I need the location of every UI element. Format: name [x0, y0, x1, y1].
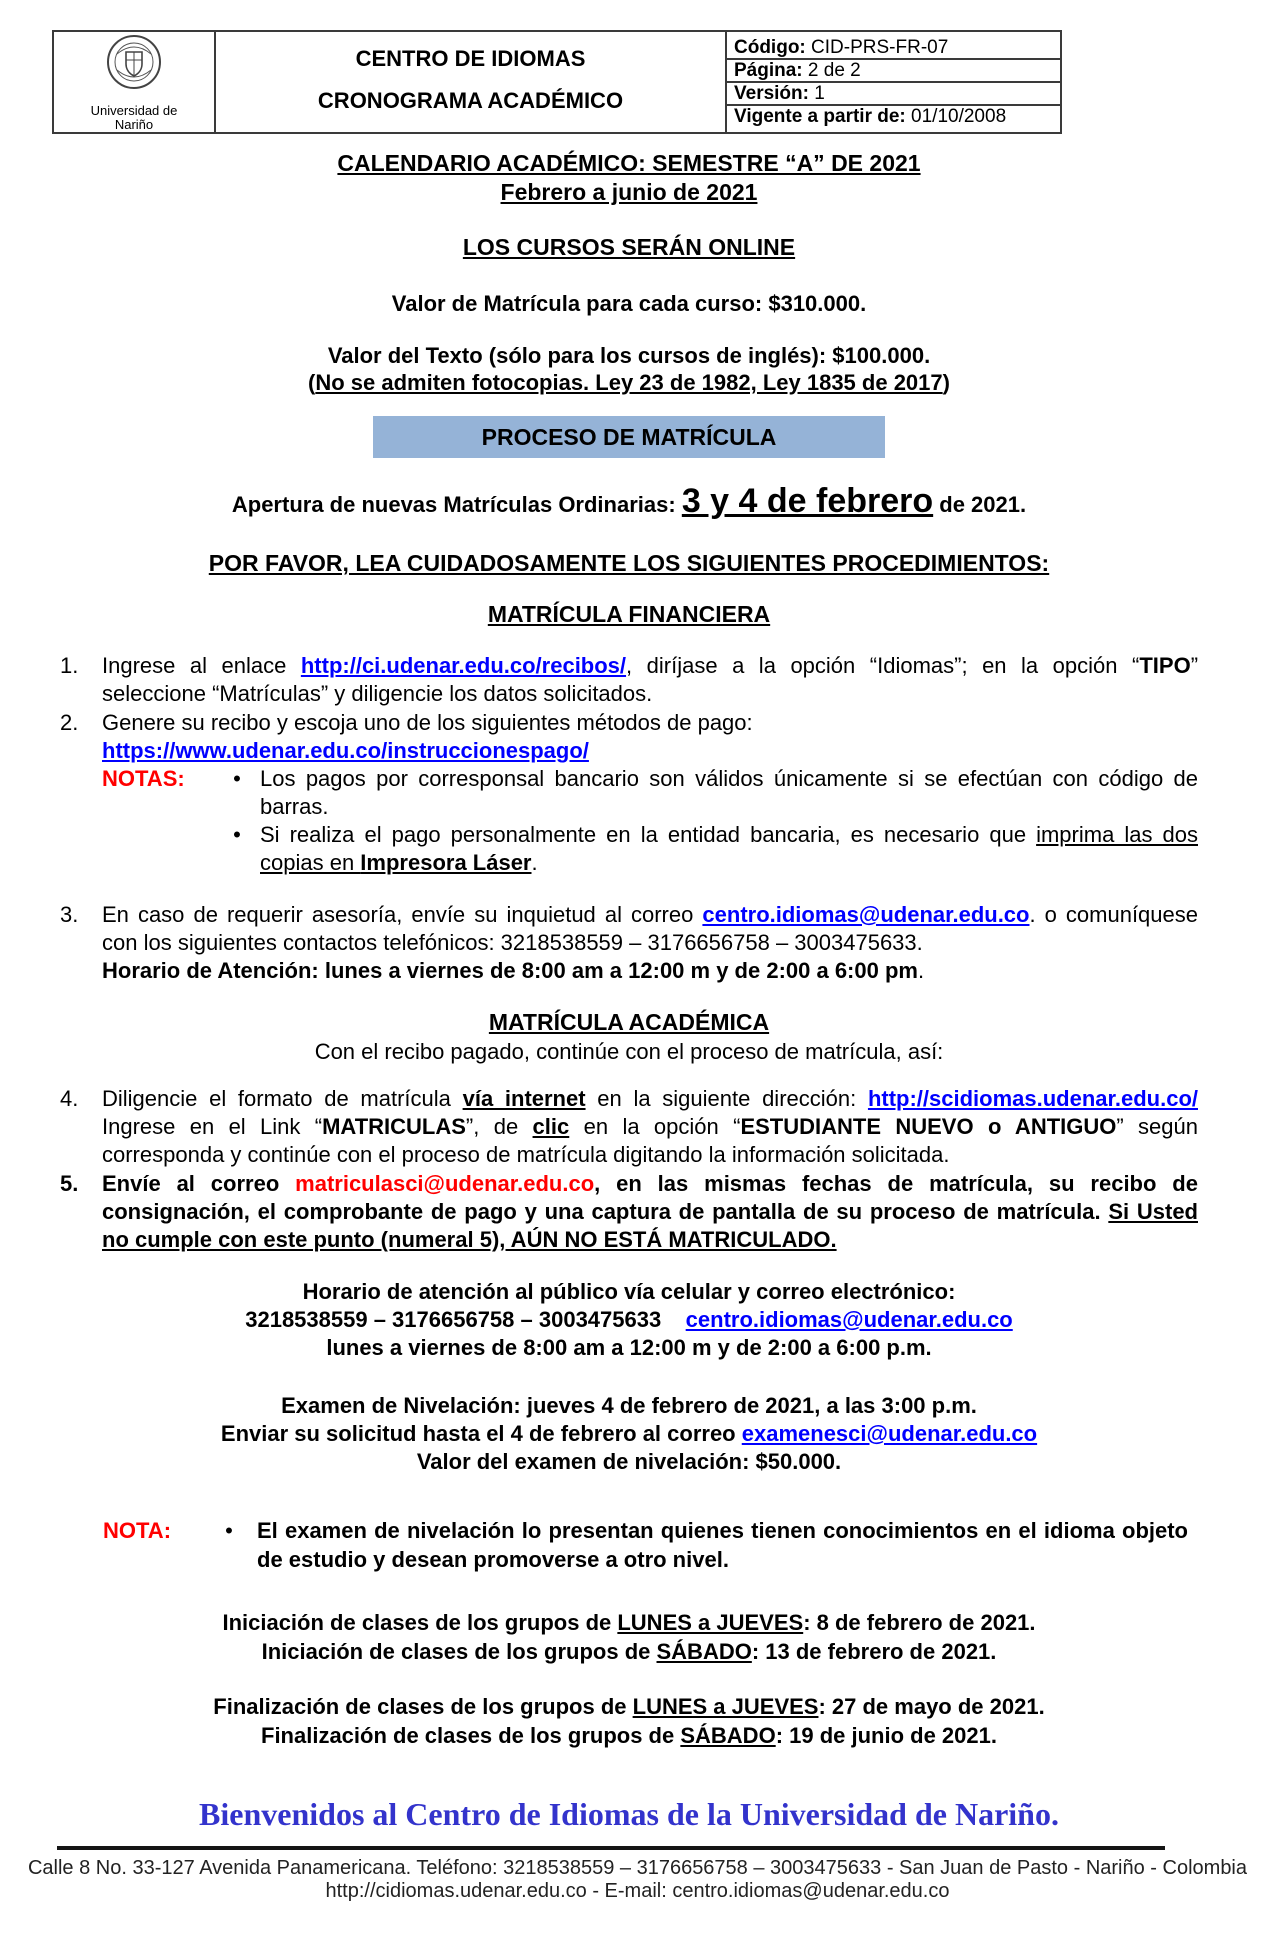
end-saturday-line: [60, 1721, 1198, 1750]
exam-fee-line: [60, 1448, 1198, 1476]
calendar-title: CALENDARIO ACADÉMICO: SEMESTRE “A” DE 2021: [337, 150, 921, 176]
text-segment: SÁBADO: [656, 1639, 752, 1664]
payment-link-line: [102, 737, 1198, 765]
logo-cell: [53, 31, 215, 133]
page-footer: [0, 1846, 1275, 1903]
attention-phones-line: [60, 1306, 1198, 1334]
text-segment: ESTUDIANTE NUEVO o ANTIGUO: [740, 1114, 1117, 1139]
text-segment: Impresora Láser: [360, 850, 532, 875]
notas-bullet-1: [102, 765, 1198, 821]
text-segment: Examen de Nivelación: jueves 4 de febrero de 2021, a las 3:00 p.m.: [281, 1393, 977, 1418]
text-segment: ): [942, 370, 950, 395]
text-segment: .: [531, 850, 538, 875]
start-weekday-line: [60, 1608, 1198, 1637]
list-item-1: [60, 652, 1198, 708]
online-notice: LOS CURSOS SERÁN ONLINE: [462, 234, 796, 260]
nota-label: NOTA:: [103, 1518, 172, 1543]
text-segment: vía internet: [462, 1086, 586, 1111]
footer-divider: [57, 1846, 1165, 1850]
notas-label-spacer: [102, 821, 214, 877]
logo-caption: Universidad de Nariño: [90, 103, 178, 132]
nota-bullet-text: [260, 821, 1198, 877]
textbook-law-note: [60, 370, 1198, 396]
text-segment: LUNES a JUEVES: [617, 1610, 804, 1635]
payment-methods-line: [102, 709, 1198, 737]
text-segment: Enviar su solicitud hasta el 4 de febrero al correo: [220, 1421, 742, 1446]
exam-request-line: [60, 1420, 1198, 1448]
office-hours-line: [102, 957, 1198, 985]
doc-meta-cell: [726, 31, 1061, 133]
item-number: 1.: [60, 653, 79, 678]
list-item-3: [60, 901, 1198, 985]
text-segment: , en las mismas fechas de matrícula, su recibo de consignación, el comprobante de pago y una captura de pantalla de su proceso de matrícula.: [102, 1171, 1198, 1224]
list-item-5: [60, 1170, 1198, 1254]
item-number: 4.: [60, 1086, 79, 1111]
item-number: 3.: [60, 902, 79, 927]
text-segment: clic: [532, 1114, 570, 1139]
item-number: 2.: [60, 710, 79, 735]
final-note-text: [257, 1516, 1198, 1574]
text-segment: imprima las dos copias en: [260, 822, 1198, 875]
text-segment: Finalización de clases de los grupos de: [213, 1694, 633, 1719]
class-dates-block: [60, 1608, 1198, 1750]
text-segment: Si realiza el pago personalmente en la entidad bancaria, es necesario que: [260, 822, 1037, 847]
text-segment: en la opción “: [569, 1114, 741, 1139]
financial-steps-list: [60, 652, 1198, 985]
text-segment: Ingrese al enlace: [102, 653, 301, 678]
header-title-cell: [215, 31, 726, 133]
calendar-subtitle: Febrero a junio de 2021: [500, 179, 758, 205]
attention-schedule-line: [60, 1334, 1198, 1362]
text-segment: Si Usted no cumple con este punto (numeral 5), AÚN NO ESTÁ MATRICULADO.: [102, 1199, 1198, 1252]
end-weekday-line: [60, 1692, 1198, 1721]
text-segment: ” según corresponda y continúe con el proceso de matrícula digitando la información solicitada.: [102, 1114, 1199, 1167]
text-segment: Iniciación de clases de los grupos de: [261, 1639, 657, 1664]
text-segment: , diríjase a la opción “Idiomas”; en la opción “: [626, 653, 1140, 678]
centro-idiomas-email-link-2[interactable]: centro.idiomas@udenar.edu.co: [685, 1307, 1013, 1332]
item-number: 5.: [60, 1171, 79, 1196]
text-segment: (: [308, 370, 316, 395]
item-text: [102, 709, 1198, 877]
text-segment: en la siguiente dirección:: [585, 1086, 868, 1111]
text-segment: Horario de Atención: lunes a viernes de 8:00 am a 12:00 m y de 2:00 a 6:00 pm: [102, 958, 918, 983]
bullet-icon: •: [225, 1518, 233, 1543]
text-segment: Los pagos por corresponsal bancario son válidos únicamente si se efectúan con código de barras.: [260, 766, 1198, 819]
footer-contact-line: http://cidiomas.udenar.edu.co - E-mail: centro.idiomas@udenar.edu.co: [325, 1880, 950, 1902]
text-segment: . o comuníquese con los siguientes contactos telefónicos: 3218538559 – 3176656758 – 3003475633.: [102, 902, 1198, 955]
advice-line: [102, 901, 1198, 957]
final-note-row: [103, 1516, 1198, 1574]
text-segment: El examen de nivelación lo presentan quienes tienen conocimientos en el idioma objeto de estudio y desean promoverse a otro nivel.: [257, 1518, 1188, 1572]
textbook-value: Valor del Texto (sólo para los cursos de inglés): $100.000.: [327, 343, 931, 368]
section-academic-subtitle: Con el recibo pagado, continúe con el proceso de matrícula, así:: [314, 1039, 944, 1064]
start-saturday-line: [60, 1637, 1198, 1666]
text-segment: Horario de atención al público vía celular y correo electrónico:: [302, 1279, 956, 1304]
read-carefully-heading: POR FAVOR, LEA CUIDADOSAMENTE LOS SIGUIENTES PROCEDIMIENTOS:: [208, 550, 1050, 576]
doc-type-title: CRONOGRAMA ACADÉMICO: [317, 88, 624, 113]
org-title: CENTRO DE IDIOMAS: [355, 46, 586, 71]
text-segment: SÁBADO: [680, 1723, 776, 1748]
item-text: [102, 652, 1198, 708]
text-segment: .: [917, 958, 925, 983]
meta-codigo: Código: CID-PRS-FR-07: [727, 37, 1060, 60]
text-segment: Finalización de clases de los grupos de: [261, 1723, 681, 1748]
section-financial-title: MATRÍCULA FINANCIERA: [487, 601, 771, 627]
text-segment: Valor del examen de nivelación: $50.000.: [416, 1449, 842, 1474]
text-segment: : 27 de mayo de 2021.: [818, 1694, 1045, 1719]
text-segment: Genere su recibo y escoja uno de los siguientes métodos de pago:: [102, 710, 753, 735]
process-banner: PROCESO DE MATRÍCULA: [373, 416, 885, 458]
bullet-icon: •: [233, 822, 241, 847]
text-segment: Diligencie el formato de matrícula: [102, 1086, 463, 1111]
text-segment: : 8 de febrero de 2021.: [803, 1610, 1036, 1635]
text-segment: lunes a viernes de 8:00 am a 12:00 m y de 2:00 a 6:00 p.m.: [326, 1335, 932, 1360]
text-segment: MATRICULAS: [322, 1114, 466, 1139]
text-segment: En caso de requerir asesoría, envíe su inquietud al correo: [102, 902, 703, 927]
item-text: [102, 1085, 1198, 1169]
header-table: [52, 30, 1062, 134]
item-text: [102, 901, 1198, 985]
scidiomas-link[interactable]: http://scidiomas.udenar.edu.co/: [867, 1086, 1198, 1111]
text-segment: de 2021.: [933, 492, 1027, 517]
attention-hours-title: [60, 1278, 1198, 1306]
text-segment: TIPO: [1139, 653, 1191, 678]
welcome-message: Bienvenidos al Centro de Idiomas de la Universidad de Nariño.: [199, 1796, 1059, 1832]
meta-version: Versión: 1: [727, 83, 1060, 106]
list-item-4: [60, 1085, 1198, 1169]
text-segment: Apertura de nuevas Matrículas Ordinarias:: [231, 492, 682, 517]
item-text: [102, 1170, 1198, 1254]
text-segment: 3218538559 – 3176656758 – 3003475633: [245, 1307, 686, 1332]
enrollment-opening-line: [60, 484, 1198, 526]
instrucciones-pago-link[interactable]: https://www.udenar.edu.co/instruccionespago/: [102, 738, 589, 763]
text-segment: : 19 de junio de 2021.: [775, 1723, 997, 1748]
recibos-link[interactable]: http://ci.udenar.edu.co/recibos/: [300, 653, 627, 678]
text-segment: Ingrese en el Link “: [102, 1114, 323, 1139]
examenes-email-link[interactable]: examenesci@udenar.edu.co: [741, 1421, 1038, 1446]
text-segment: Envíe al correo: [102, 1171, 296, 1196]
university-seal-icon: [103, 76, 165, 101]
meta-pagina: Página: 2 de 2: [727, 60, 1060, 83]
text-segment: No se admiten fotocopias. Ley 23 de 1982, Ley 1835 de 2017: [315, 370, 943, 395]
footer-address-line: Calle 8 No. 33-127 Avenida Panamericana. Teléfono: 3218538559 – 3176656758 – 3003475633 - San Juan de Pasto - Nariño - Colombia: [27, 1857, 1248, 1879]
text-segment: Iniciación de clases de los grupos de: [222, 1610, 618, 1635]
document-body: [0, 150, 1275, 1833]
tuition-value: Valor de Matrícula para cada curso: $310.000.: [391, 291, 867, 316]
spacer: [60, 1666, 1198, 1692]
academic-steps-list: [60, 1085, 1198, 1254]
notas-label: NOTAS:: [102, 766, 185, 791]
text-segment: ”, de: [465, 1114, 533, 1139]
meta-vigencia: Vigente a partir de: 01/10/2008: [734, 106, 1007, 127]
list-item-2: [60, 709, 1198, 877]
text-segment: 3 y 4 de febrero: [681, 482, 934, 520]
attention-hours-block: [60, 1278, 1198, 1362]
matriculas-email: matriculasci@udenar.edu.co: [295, 1171, 595, 1196]
text-segment: ” seleccione “Matrículas” y diligencie los datos solicitados.: [102, 653, 1199, 706]
text-segment: : 13 de febrero de 2021.: [751, 1639, 997, 1664]
notas-bullet-2: [102, 821, 1198, 877]
exam-date-line: [60, 1392, 1198, 1420]
text-segment: LUNES a JUEVES: [632, 1694, 819, 1719]
bullet-icon: •: [233, 766, 241, 791]
footer-text: [0, 1857, 1275, 1903]
nota-bullet-text: [260, 765, 1198, 821]
section-academic-title: MATRÍCULA ACADÉMICA: [488, 1009, 770, 1035]
centro-idiomas-email-link[interactable]: centro.idiomas@udenar.edu.co: [702, 902, 1030, 927]
placement-exam-block: [60, 1392, 1198, 1476]
